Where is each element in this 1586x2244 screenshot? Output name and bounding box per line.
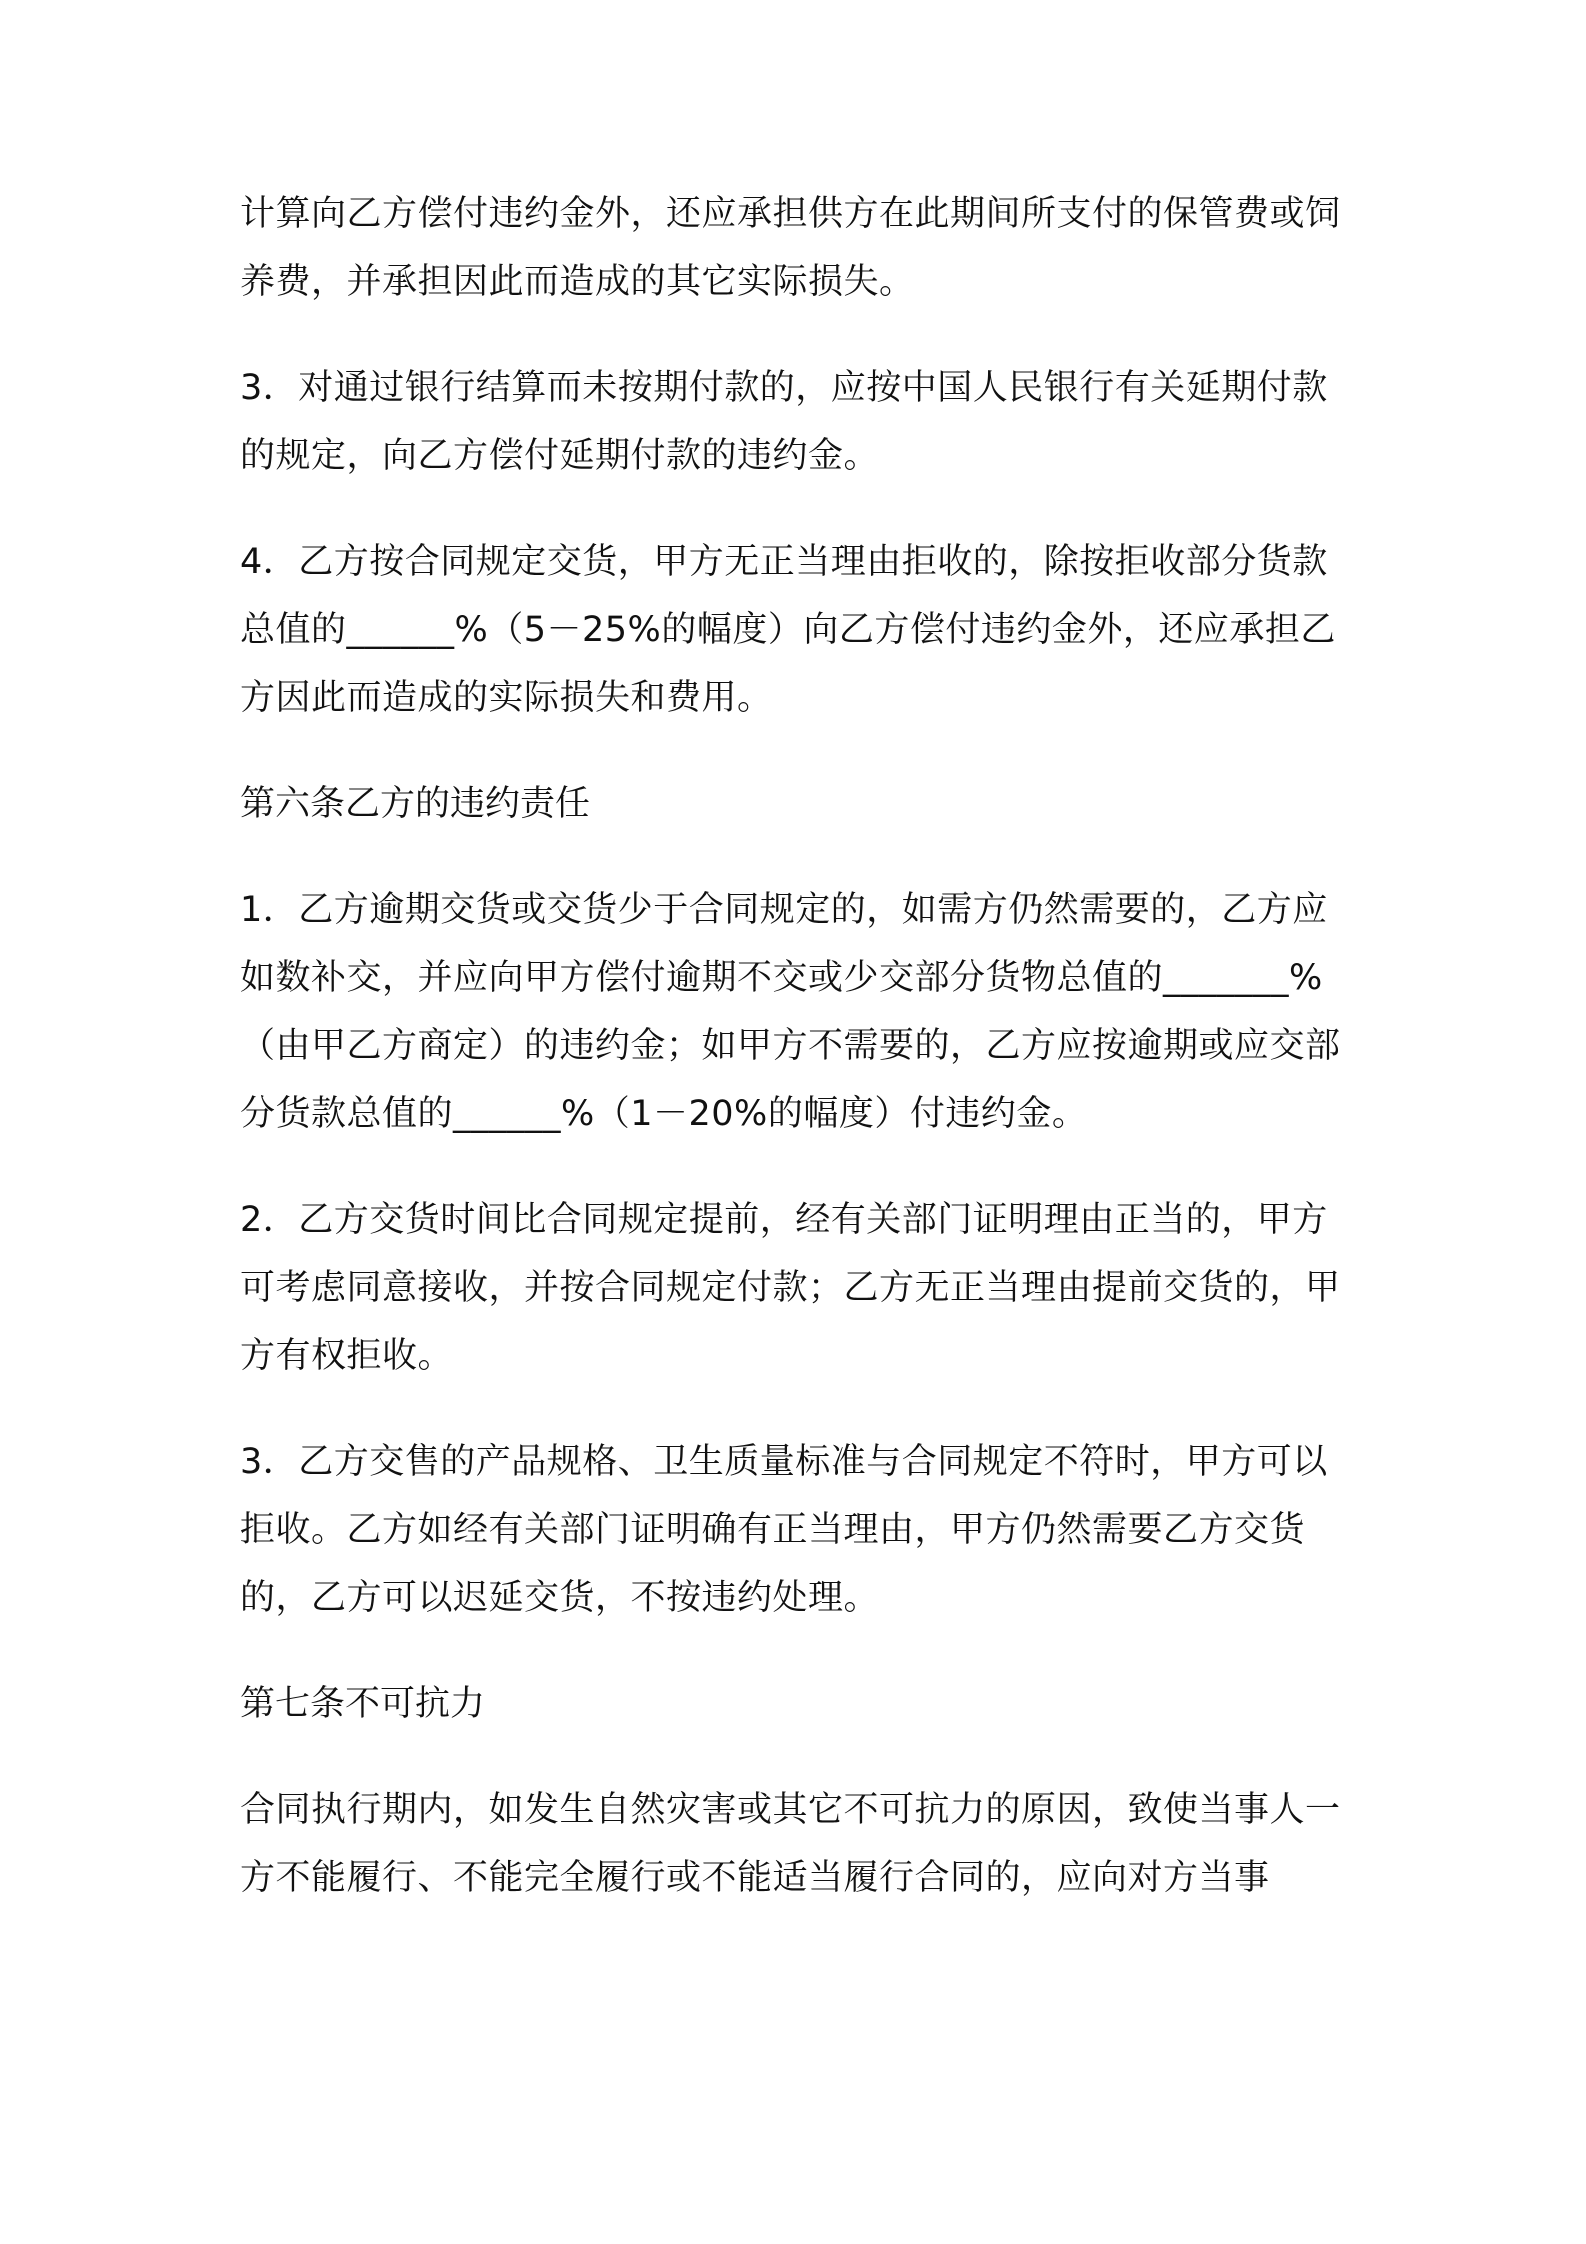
paragraph-clause-4-rejection: 4．乙方按合同规定交货，甲方无正当理由拒收的，除按拒收部分货款总值的______%（5－25%的幅度）向乙方偿付违约金外，还应承担乙方因此而造成的实际损失和费用。 [240,542,1336,718]
paragraph-continued-penalty: 计算向乙方偿付违约金外，还应承担供方在此期间所支付的保管费或饲养费，并承担因此而造成的其它实际损失。 [240,194,1341,302]
paragraph-article-6-clause-3: 3．乙方交售的产品规格、卫生质量标准与合同规定不符时，甲方可以拒收。乙方如经有关部门证明确有正当理由，甲方仍然需要乙方交货的，乙方可以迟延交货，不按违约处理。 [240,1442,1328,1618]
paragraph-clause-3-bank-payment: 3．对通过银行结算而未按期付款的，应按中国人民银行有关延期付款的规定，向乙方偿付延期付款的违约金。 [240,368,1328,476]
paragraph-article-7-force-majeure: 合同执行期内，如发生自然灾害或其它不可抗力的原因，致使当事人一方不能履行、不能完全履行或不能适当履行合同的，应向对方当事 [240,1790,1341,1898]
paragraph-article-6-clause-2: 2．乙方交货时间比合同规定提前，经有关部门证明理由正当的，甲方可考虑同意接收，并按合同规定付款；乙方无正当理由提前交货的，甲方有权拒收。 [240,1200,1341,1376]
paragraph-article-6-clause-1: 1．乙方逾期交货或交货少于合同规定的，如需方仍然需要的，乙方应如数补交，并应向甲方偿付逾期不交或少交部分货物总值的_______%（由甲乙方商定）的违约金；如甲方不需要的，乙方应按逾期或应交部分货款总值的______%（1－20%的幅度）付违约金。 [240,890,1341,1134]
section-heading-article-6: 第六条乙方的违约责任 [240,784,591,824]
section-heading-article-7: 第七条不可抗力 [240,1684,486,1724]
document-body [240,180,1355,1950]
